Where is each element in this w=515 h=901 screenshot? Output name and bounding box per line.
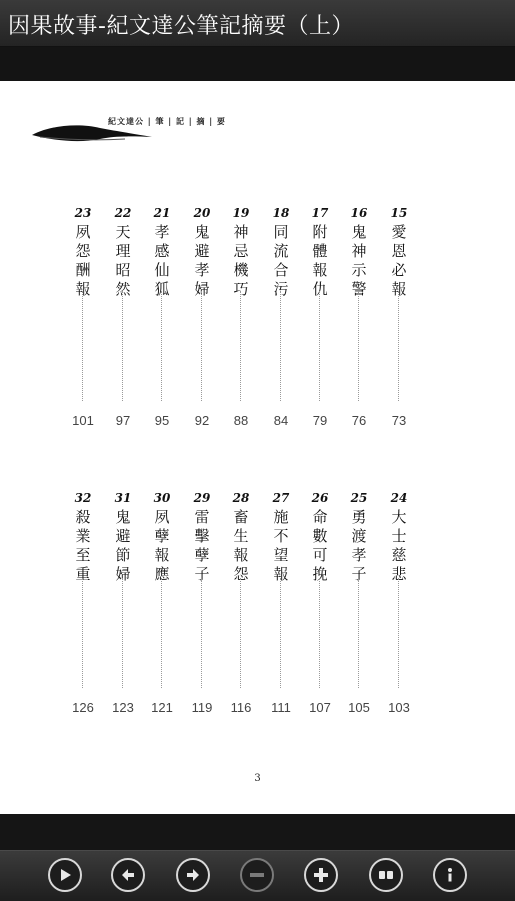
chapter-number: 17 — [311, 206, 329, 220]
toc-entry[interactable] — [151, 491, 173, 715]
chapter-title: 鬼 避 孝 婦 — [194, 223, 210, 298]
chapter-number: 22 — [114, 206, 132, 220]
chapter-title: 鬼 神 示 警 — [351, 223, 367, 298]
toc-entry[interactable] — [230, 491, 252, 715]
chapter-title: 愛 恩 必 報 — [391, 223, 407, 298]
toc-entry[interactable] — [309, 491, 331, 715]
chapter-number: 24 — [390, 491, 408, 505]
chapter-title: 夙 怨 酬 報 — [75, 223, 91, 298]
dot-leader — [358, 578, 359, 688]
chapter-title: 大 士 慈 悲 — [391, 508, 407, 583]
dot-leader — [240, 291, 241, 401]
chapter-title: 施 不 望 報 — [273, 508, 289, 583]
app-title: 因果故事-紀文達公筆記摘要（上） — [8, 14, 354, 39]
dot-leader — [280, 578, 281, 688]
chapter-title: 孝 感 仙 狐 — [154, 223, 170, 298]
toc-entry[interactable] — [191, 491, 213, 715]
title-bar — [0, 0, 515, 47]
toc-entry[interactable] — [112, 491, 134, 715]
toc-entry[interactable] — [72, 206, 94, 428]
toc-entry[interactable] — [270, 206, 292, 428]
chapter-page: 92 — [194, 413, 210, 428]
chapter-page: 123 — [112, 700, 134, 715]
chapter-title: 夙 孽 報 應 — [154, 508, 170, 583]
chapter-number: 23 — [74, 206, 92, 220]
chapter-title: 勇 渡 孝 子 — [351, 508, 367, 583]
chapter-number: 30 — [153, 491, 171, 505]
chapter-page: 95 — [154, 413, 170, 428]
chapter-number: 32 — [74, 491, 92, 505]
dot-leader — [161, 291, 162, 401]
chapter-page: 88 — [233, 413, 249, 428]
toc-entry[interactable] — [72, 491, 94, 715]
chapter-page: 116 — [230, 700, 252, 715]
toc-entry[interactable] — [151, 206, 173, 428]
chapter-number: 19 — [232, 206, 250, 220]
chapter-title: 神 忌 機 巧 — [233, 223, 249, 298]
toc-entry[interactable] — [270, 491, 292, 715]
chapter-page: 97 — [115, 413, 131, 428]
zoom-in-icon — [311, 865, 331, 885]
bottom-toolbar — [0, 850, 515, 901]
two-page-view-button[interactable] — [369, 858, 403, 892]
book-header: 紀文達公 | 筆 | 記 | 摘 | 要 — [108, 116, 226, 126]
toc-entry[interactable] — [230, 206, 252, 428]
info-icon — [440, 865, 460, 885]
chapter-title: 鬼 避 節 婦 — [115, 508, 131, 583]
dot-leader — [319, 578, 320, 688]
chapter-title: 天 理 昭 然 — [115, 223, 131, 298]
dot-leader — [122, 578, 123, 688]
chapter-page: 121 — [151, 700, 173, 715]
chapter-page: 84 — [273, 413, 289, 428]
top-spacer — [0, 47, 515, 81]
dot-leader — [122, 291, 123, 401]
two-page-icon — [376, 865, 396, 885]
chapter-page: 119 — [191, 700, 213, 715]
dot-leader — [82, 291, 83, 401]
dot-leader — [240, 578, 241, 688]
chapter-number: 27 — [272, 491, 290, 505]
chapter-page: 126 — [72, 700, 94, 715]
chapter-number: 21 — [153, 206, 171, 220]
chapter-number: 28 — [232, 491, 250, 505]
arrow-left-icon — [118, 865, 138, 885]
chapter-number: 16 — [350, 206, 368, 220]
chapter-page: 107 — [309, 700, 331, 715]
dot-leader — [161, 578, 162, 688]
chapter-title: 殺 業 至 重 — [75, 508, 91, 583]
chapter-number: 31 — [114, 491, 132, 505]
toc-entry[interactable] — [388, 206, 410, 428]
chapter-number: 29 — [193, 491, 211, 505]
chapter-title: 命 數 可 挽 — [312, 508, 328, 583]
chapter-page: 111 — [271, 700, 291, 715]
chapter-title: 附 體 報 仇 — [312, 223, 328, 298]
dot-leader — [201, 291, 202, 401]
chapter-title: 同 流 合 污 — [273, 223, 289, 298]
zoom-out-icon — [247, 865, 267, 885]
previous-page-button[interactable] — [111, 858, 145, 892]
dot-leader — [82, 578, 83, 688]
chapter-number: 18 — [272, 206, 290, 220]
chapter-number: 26 — [311, 491, 329, 505]
book-page[interactable] — [0, 81, 515, 814]
toc-entry[interactable] — [348, 491, 370, 715]
chapter-title: 雷 擊 孽 子 — [194, 508, 210, 583]
arrow-right-icon — [183, 865, 203, 885]
dot-leader — [319, 291, 320, 401]
page-number: 3 — [254, 773, 261, 784]
chapter-number: 25 — [350, 491, 368, 505]
dot-leader — [398, 578, 399, 688]
chapter-number: 15 — [390, 206, 408, 220]
zoom-in-button[interactable] — [304, 858, 338, 892]
bottom-spacer — [0, 814, 515, 850]
toc-entry[interactable] — [191, 206, 213, 428]
dot-leader — [398, 291, 399, 401]
next-page-button[interactable] — [176, 858, 210, 892]
toc-entry[interactable] — [309, 206, 331, 428]
play-icon — [55, 865, 75, 885]
dot-leader — [280, 291, 281, 401]
chapter-page: 103 — [388, 700, 410, 715]
chapter-page: 76 — [351, 413, 367, 428]
zoom-out-button[interactable] — [240, 858, 274, 892]
toc-entry[interactable] — [348, 206, 370, 428]
chapter-page: 101 — [72, 413, 94, 428]
toc-entry[interactable] — [388, 491, 410, 715]
chapter-number: 20 — [193, 206, 211, 220]
chapter-title: 畜 生 報 怨 — [233, 508, 249, 583]
toc-entry[interactable] — [112, 206, 134, 428]
dot-leader — [358, 291, 359, 401]
info-button[interactable] — [433, 858, 467, 892]
chapter-page: 105 — [348, 700, 370, 715]
dot-leader — [201, 578, 202, 688]
chapter-page: 73 — [391, 413, 407, 428]
chapter-page: 79 — [312, 413, 328, 428]
play-button[interactable] — [48, 858, 82, 892]
